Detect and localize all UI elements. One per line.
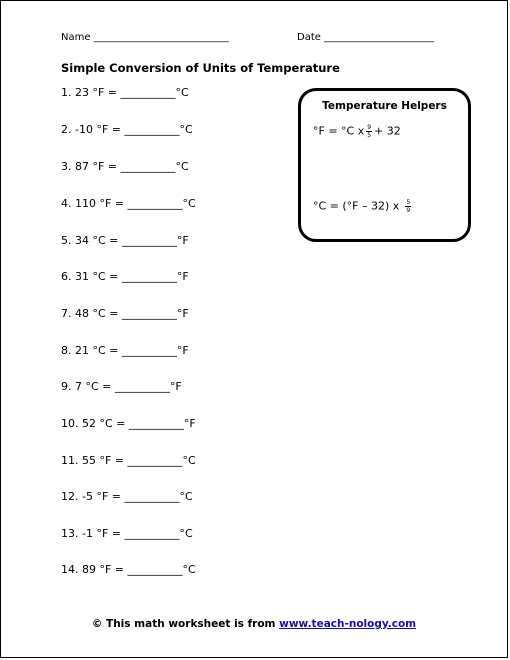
celsius-formula	[313, 199, 413, 214]
five-ninths-fraction	[405, 199, 411, 214]
footer-credit	[1, 618, 507, 630]
f2-lead: °C = (°F – 32) x	[313, 199, 400, 213]
problem-10: 10. 52 °C = __________°F	[61, 417, 196, 430]
helpers-title: Temperature Helpers	[322, 100, 447, 112]
problem-7: 7. 48 °C = __________°F	[61, 307, 189, 320]
f2-numerator: 5	[406, 199, 411, 206]
f1-numerator: 9	[367, 124, 372, 131]
problem-11: 11. 55 °F = __________°C	[61, 454, 196, 467]
problem-6: 6. 31 °C = __________°F	[61, 270, 189, 283]
nine-fifths-fraction	[366, 124, 372, 139]
problem-8: 8. 21 °C = __________°F	[61, 344, 189, 357]
problem-2: 2. -10 °F = __________°C	[61, 123, 193, 136]
name-field-line: Name ___________________________	[61, 32, 229, 43]
problem-3: 3. 87 °F = __________°C	[61, 160, 189, 173]
problem-4: 4. 110 °F = __________°C	[61, 197, 196, 210]
temperature-helpers-box	[298, 88, 471, 242]
f2-denominator: 9	[406, 207, 411, 214]
problem-1: 1. 23 °F = __________°C	[61, 86, 189, 99]
problem-14: 14. 89 °F = __________°C	[61, 563, 196, 576]
footer-link[interactable]: www.teach-nology.com	[279, 618, 417, 630]
footer-text: © This math worksheet is from	[91, 618, 280, 630]
problem-13: 13. -1 °F = __________°C	[61, 527, 193, 540]
date-field-line: Date ______________________	[297, 32, 435, 43]
f1-lead: °F = °C x	[313, 124, 365, 138]
problem-9: 9. 7 °C = __________°F	[61, 380, 182, 393]
problem-5: 5. 34 °C = __________°F	[61, 234, 189, 247]
problem-12: 12. -5 °F = __________°C	[61, 490, 193, 503]
f1-denominator: 5	[367, 132, 372, 139]
worksheet-title: Simple Conversion of Units of Temperature	[61, 61, 340, 75]
fahrenheit-formula	[313, 124, 401, 139]
f1-tail: + 32	[374, 124, 401, 138]
